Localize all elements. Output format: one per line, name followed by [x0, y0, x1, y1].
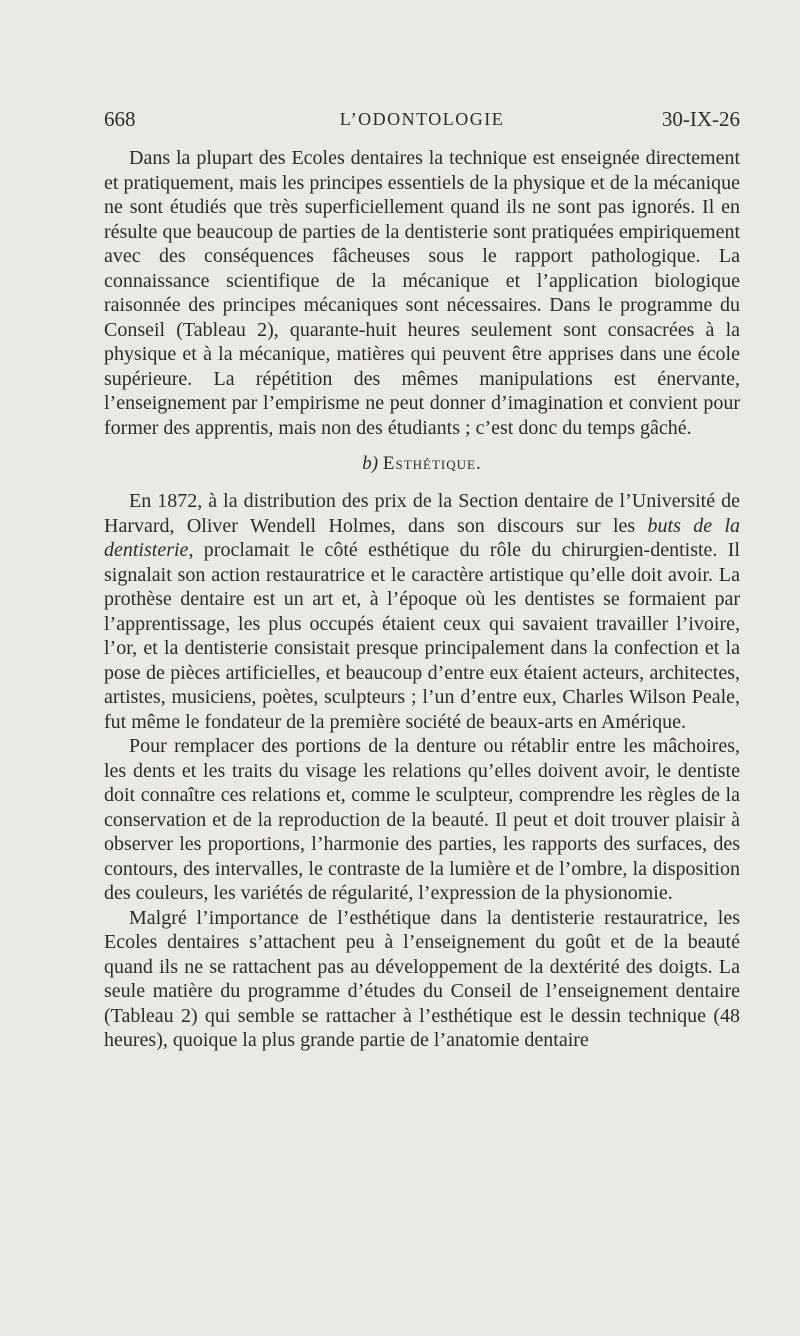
section-heading — [104, 452, 740, 476]
issue-date: 30-IX-26 — [661, 107, 740, 131]
section-letter: b) — [362, 453, 379, 474]
paragraph: Pour remplacer des portions de la denture ou rétablir entre les mâchoires, les dents et les traits du visage les relations qu’elles doivent avoir, le dentiste doit connaître ces relations et, comme le sculpteur, comprendre les règles de la conservation et de la reproduction de la beauté. Il peut et doit trouver plaisir à observer les proportions, l’harmonie des parties, les rapports des surfaces, des contours, des intervalles, le contraste de la lumière et de l’ombre, la disposition des couleurs, les variétés de régularité, l’expression de la physionomie. — [104, 735, 740, 904]
section-title: Esthétique. — [382, 453, 482, 474]
paragraph-text: , proclamait le côté esthétique du rôle du chirurgien-dentiste. Il signalait son action restauratrice et le caractère artistique qu’elle doit avoir. La prothèse dentaire est un art et, à l’époque où les dentistes se formaient par l’apprentissage, les plus occupés étaient ceux qui savaient travailler l’ivoire, l’or, et la dentisterie consistait presque principalement dans la confection et la pose de pièces artificielles, et beaucoup d’entre eux étaient acteurs, architectes, artistes, musiciens, poètes, sculpteurs ; l’un d’entre eux, Charles Wilson Peale, fut même le fondateur de la première société de beaux-arts en Amérique. — [104, 539, 740, 733]
paragraph: Malgré l’importance de l’esthétique dans la dentisterie restauratrice, les Ecoles dentaires s’attachent peu à l’enseignement du goût et de la beauté quand ils ne se rattachent pas au développement de la dextérité des doigts. La seule matière du programme d’études du Conseil de l’enseignement dentaire (Tableau 2) qui semble se rattacher à l’esthétique est le dessin technique (48 heures), quoique la plus grande partie de l’anatomie dentaire — [104, 906, 740, 1051]
paragraph — [104, 489, 740, 734]
italic-title: buts de la dentisterie — [104, 514, 741, 561]
running-header — [104, 104, 740, 134]
paragraph: Dans la plupart des Ecoles dentaires la technique est enseignée directement et pratiquement, mais les principes essentiels de la physique et de la mécanique ne sont étudiés que très superficiellement quand ils ne sont pas ignorés. Il en résulte que beaucoup de parties de la dentisterie sont pratiquées empiriquement avec des conséquences fâcheuses sous le rapport pathologique. La connaissance scientifique de la mécanique et l’application biologique raisonnée des principes mécaniques sont nécessaires. Dans le programme du Conseil (Tableau 2), quarante-huit heures seulement sont consacrées à la physique et à la mécanique, matières qui peuvent être apprises dans une école supérieure. La répétition des mêmes manipulations est énervante, l’enseignement par l’empirisme ne peut donner d’imagination et convient pour former des apprentis, mais non des étudiants ; c’est donc du temps gâché. — [104, 147, 740, 439]
page-number: 668 — [104, 107, 136, 131]
paragraph-text: En 1872, à la distribution des prix de la Section dentaire de l’Université de Harvard, Oliver Wendell Holmes, dans son discours sur les — [104, 490, 740, 537]
article-body — [104, 146, 740, 1053]
journal-title: L’ODONTOLOGIE — [339, 109, 505, 129]
